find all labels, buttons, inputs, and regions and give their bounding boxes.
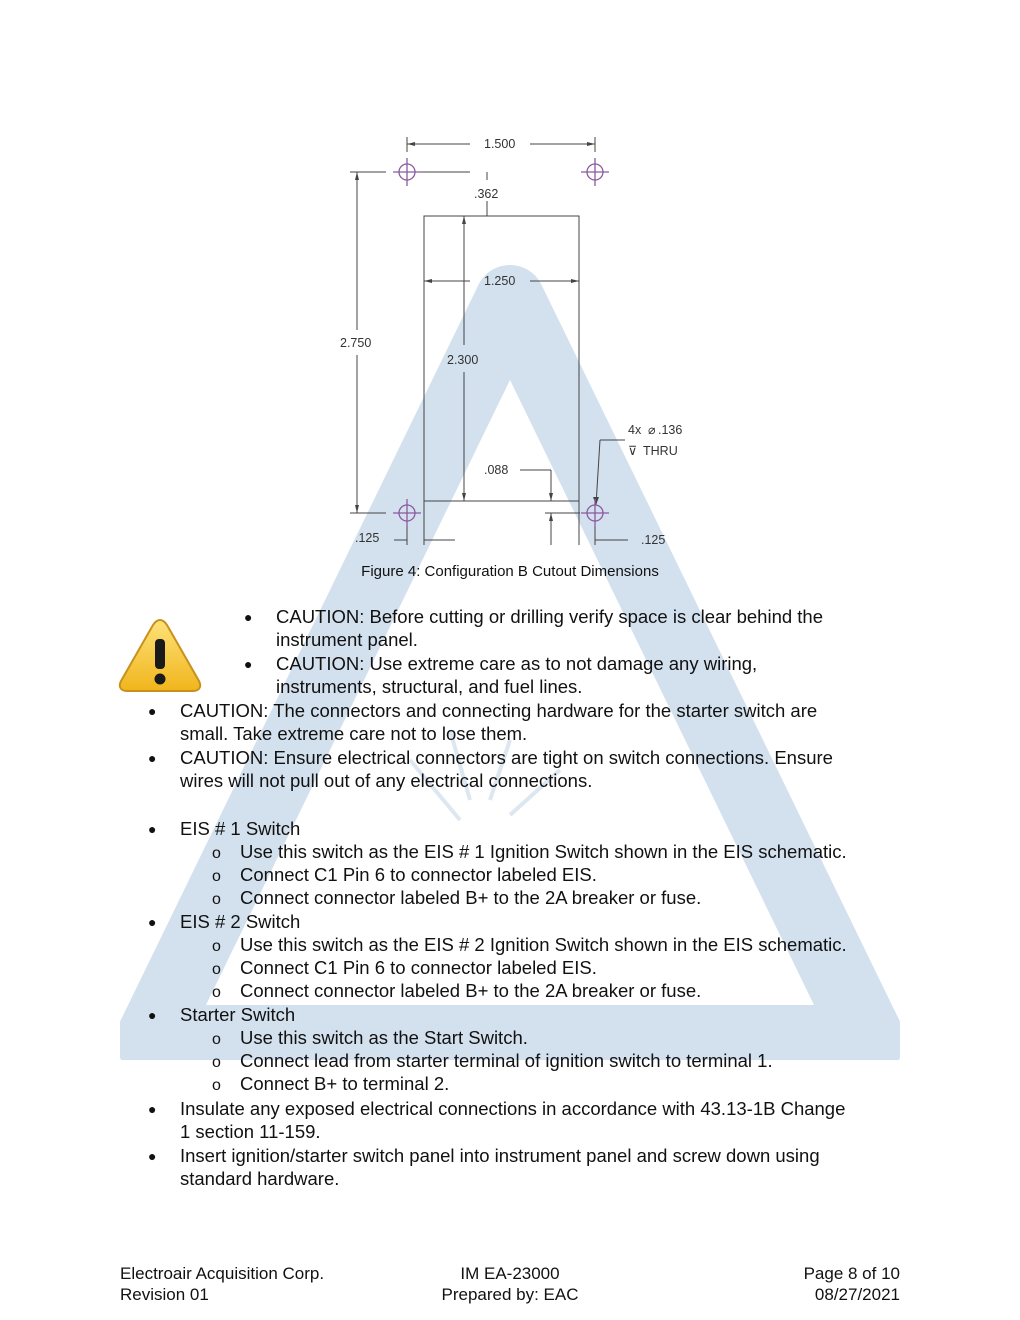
cutout-dimension-drawing	[330, 120, 710, 560]
bullet-dot: ●	[148, 1007, 157, 1023]
dim-088: .088	[484, 463, 509, 477]
dim-1250: 1.250	[484, 274, 516, 288]
footer-date: 08/27/2021	[814, 1285, 900, 1304]
step-eis2-sub-2: Connect C1 Pin 6 to connector labeled EIS.	[240, 957, 597, 978]
step-insert: Insert ignition/starter switch panel into instrument panel and screw down using standard hardware.	[180, 1145, 820, 1190]
dim-125-right: .125	[641, 533, 666, 547]
step-starter-sub-1: Use this switch as the Start Switch.	[240, 1027, 528, 1048]
step-eis1-sub-2: Connect C1 Pin 6 to connector labeled EIS.	[240, 864, 597, 885]
footer-company: Electroair Acquisition Corp.	[120, 1264, 325, 1283]
caution-clear-space: CAUTION: Before cutting or drilling verify space is clear behind the instrument panel.	[276, 606, 824, 651]
dim-hole-diameter: .136	[658, 423, 683, 437]
dim-362: .362	[474, 187, 499, 201]
diameter-symbol: ⌀	[648, 423, 656, 437]
hole-marker-bottom-right	[581, 499, 609, 527]
step-starter-title: Starter Switch	[180, 1004, 296, 1025]
warning-icon	[118, 617, 202, 693]
depth-symbol: ⊽	[628, 444, 638, 458]
footer-left	[120, 1263, 324, 1305]
footer-page: Page 8 of 10	[803, 1264, 900, 1283]
sub-bullet: o	[212, 984, 221, 1001]
sub-bullet: o	[212, 961, 221, 978]
bullet-dot: ●	[148, 914, 157, 930]
dim-2750: 2.750	[340, 336, 372, 350]
sub-bullet: o	[212, 1054, 221, 1071]
figure-caption: Figure 4: Configuration B Cutout Dimensions	[361, 563, 659, 580]
step-eis2-sub-3: Connect connector labeled B+ to the 2A breaker or fuse.	[240, 980, 702, 1001]
bullet-dot: ●	[148, 1148, 157, 1164]
sub-bullet: o	[212, 845, 221, 862]
dim-thru: THRU	[643, 444, 678, 458]
footer-right	[804, 1263, 900, 1305]
step-eis1-sub-3: Connect connector labeled B+ to the 2A breaker or fuse.	[240, 887, 702, 908]
sub-bullet: o	[212, 938, 221, 955]
step-eis2-sub-1: Use this switch as the EIS # 2 Ignition Switch shown in the EIS schematic.	[240, 934, 847, 955]
sub-bullet: o	[212, 891, 221, 908]
footer-center	[360, 1263, 660, 1305]
sub-bullet: o	[212, 1031, 221, 1048]
caution-wiring: CAUTION: Use extreme care as to not damage any wiring, instruments, structural, and fuel lines.	[276, 653, 758, 698]
dim-125-left: .125	[355, 531, 380, 545]
step-eis1-sub-1: Use this switch as the EIS # 1 Ignition Switch shown in the EIS schematic.	[240, 841, 847, 862]
step-starter-sub-3: Connect B+ to terminal 2.	[240, 1073, 450, 1094]
step-insulate: Insulate any exposed electrical connections in accordance with 43.13-1B Change 1 section 11-159.	[180, 1098, 846, 1143]
step-eis1-title: EIS # 1 Switch	[180, 818, 301, 839]
step-starter-sub-2: Connect lead from starter terminal of ignition switch to terminal 1.	[240, 1050, 773, 1071]
bullet-dot: ●	[148, 1101, 157, 1117]
hole-marker-top-right	[581, 158, 609, 186]
footer-doc-number: IM EA-23000	[460, 1264, 560, 1283]
bullet-dot: ●	[148, 750, 157, 766]
bullet-dot: ●	[148, 821, 157, 837]
bullet-dot: ●	[244, 656, 253, 672]
caution-small-hardware: CAUTION: The connectors and connecting hardware for the starter switch are small. Take extreme care not to lose them.	[180, 700, 818, 745]
bullet-dot: ●	[148, 703, 157, 719]
sub-bullet: o	[212, 1077, 221, 1094]
step-eis2-title: EIS # 2 Switch	[180, 911, 301, 932]
dim-2300: 2.300	[447, 353, 479, 367]
hole-marker-top-left	[393, 158, 421, 186]
footer-prepared-by: Prepared by: EAC	[441, 1285, 579, 1304]
bullet-dot: ●	[244, 609, 253, 625]
footer-revision: Revision 01	[120, 1285, 209, 1304]
dim-1500: 1.500	[484, 137, 516, 151]
hole-marker-bottom-left	[393, 499, 421, 527]
sub-bullet: o	[212, 868, 221, 885]
dim-hole-count: 4x	[628, 423, 642, 437]
caution-tight-connectors: CAUTION: Ensure electrical connectors are tight on switch connections. Ensure wires will not pull out of any electrical connections.	[180, 747, 833, 792]
